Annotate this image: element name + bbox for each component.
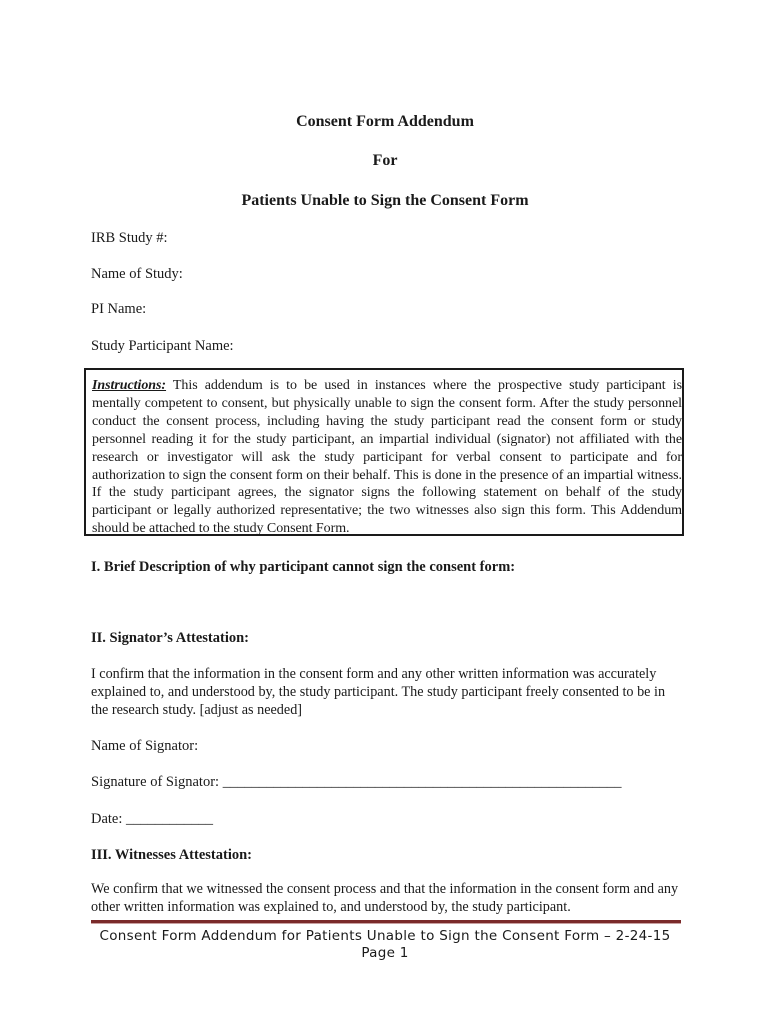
pi-name-field: PI Name: — [91, 301, 147, 317]
signature-of-signator-field: Signature of Signator: _______________________________________________________ — [91, 774, 622, 790]
document-title: Consent Form Addendum — [296, 113, 474, 130]
name-of-study-field: Name of Study: — [91, 266, 183, 282]
document-subtitle: Patients Unable to Sign the Consent Form — [241, 192, 529, 209]
footer-page-number: Page 1 — [361, 945, 409, 961]
footer-document-title: Consent Form Addendum for Patients Unable to Sign the Consent Form – 2-24-15 — [99, 928, 671, 944]
date-field: Date: ____________ — [91, 811, 214, 827]
document-title-for: For — [372, 152, 398, 169]
section-2-heading: II. Signator’s Attestation: — [91, 630, 250, 646]
irb-study-field: IRB Study #: — [91, 230, 168, 246]
section-3-heading: III. Witnesses Attestation: — [91, 847, 252, 863]
signator-attestation-paragraph: I confirm that the information in the consent form and any other written information was accurately explained to, and understood by, the study participant. The study participant freely consented to be in the research study. [adjust as needed] — [91, 666, 666, 718]
footer-divider — [91, 920, 681, 924]
participant-name-field: Study Participant Name: — [91, 338, 234, 354]
instructions-text: This addendum is to be used in instances where the prospective study participant is mentally competent to consent, but physically unable to sign the consent form. After the study personnel conduct the consent process, including having the study participant read the consent form or study personnel reading it for the study participant, an impartial individual (signator) not affiliated with the research or investigator will ask the study participant for verbal consent to participate and for authorization to sign the consent form on their behalf. This is done in the presence of an impartial witness. If the study participant agrees, the signator signs the following statement on behalf of the study participant or legally authorized representative; the two witnesses also sign this form. This Addendum should be attached to the study Consent Form. — [92, 378, 682, 537]
instructions-box — [84, 368, 684, 536]
section-1-heading: I. Brief Description of why participant cannot sign the consent form: — [91, 559, 516, 575]
instructions-label: Instructions: — [92, 378, 167, 393]
witnesses-attestation-paragraph: We confirm that we witnessed the consent process and that the information in the consent form and any other written information was explained to, and understood by, the study participant. — [91, 881, 679, 915]
name-of-signator-field: Name of Signator: — [91, 738, 199, 754]
